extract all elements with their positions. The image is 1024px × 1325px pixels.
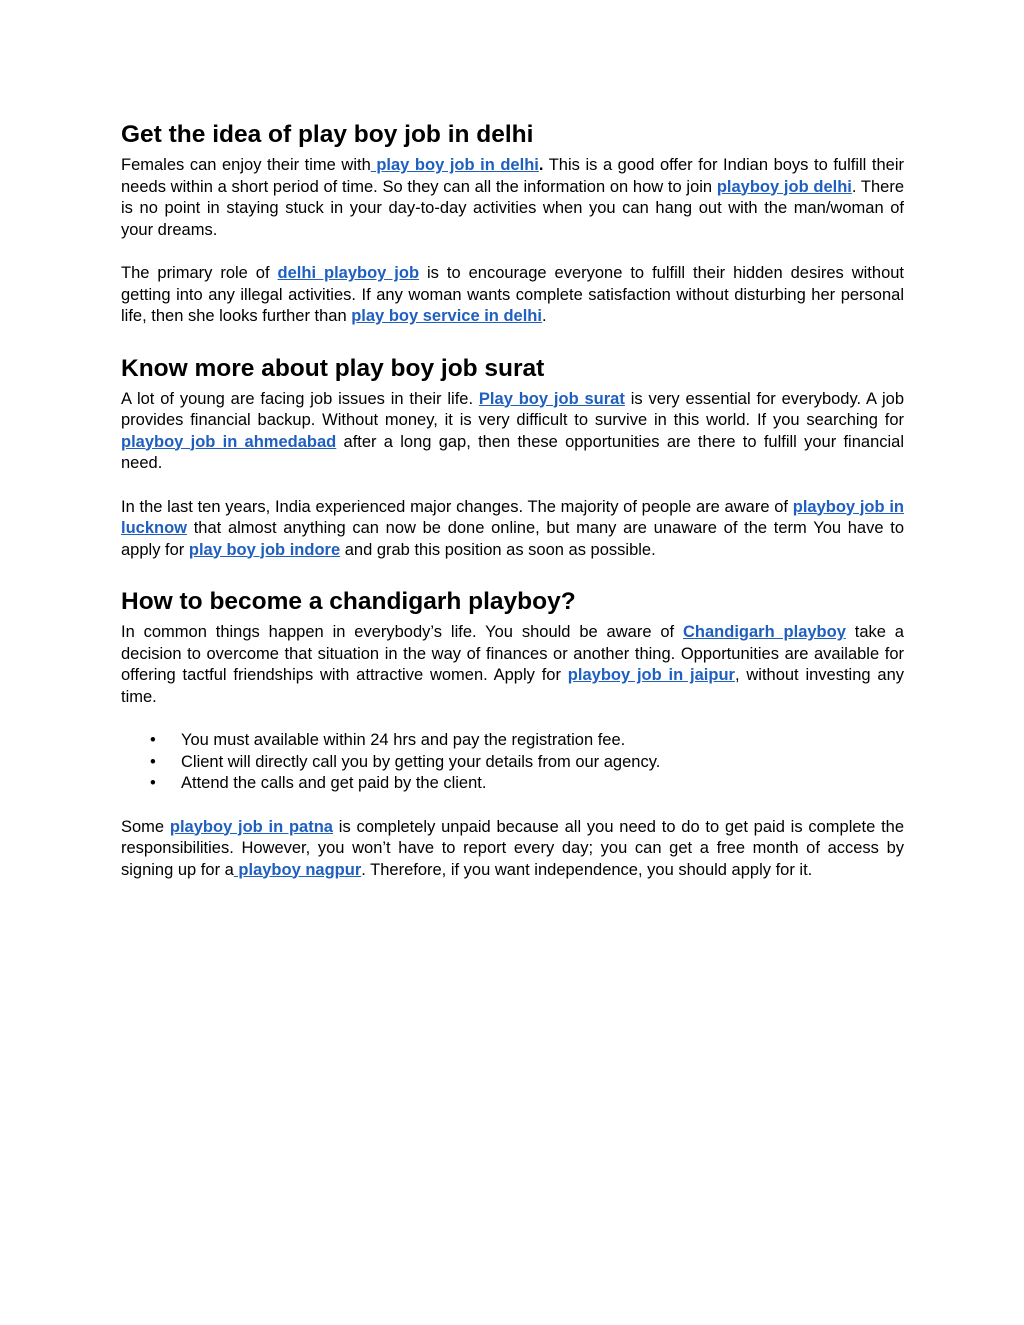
- text: This is a good offer for Indian boys to fulfill their needs within a short period of time. So they can all the information on how to join: [121, 156, 904, 196]
- bullet-icon: •: [150, 752, 156, 771]
- link-play-boy-job-in-delhi[interactable]: play boy job in delhi: [370, 156, 539, 174]
- list-item-text: Client will directly call you by getting your details from our agency.: [181, 752, 661, 771]
- list-item: [150, 730, 904, 752]
- text: Some: [121, 817, 170, 836]
- bullet-list: [121, 730, 904, 795]
- document-body: [121, 120, 904, 881]
- paragraph: [121, 817, 904, 882]
- paragraph: [121, 263, 904, 328]
- link-play-boy-service-in-delhi[interactable]: play boy service in delhi: [351, 307, 542, 325]
- section-heading-surat: Know more about play boy job surat: [121, 354, 545, 382]
- text: In common things happen in everybody’s life. You should be aware of: [121, 623, 683, 641]
- text: is very essential for everybody. A job provides financial backup. Without money, it is very difficult to survive in this world. If you searching for: [121, 389, 904, 429]
- paragraph: [121, 389, 904, 475]
- text: is completely unpaid because all you need to do to get paid is complete the responsibilities. However, you won’t have to report every day; you can get a free month of access by signing up for a: [121, 817, 905, 879]
- text: take a decision to overcome that situation in the way of finances or another thing. Opportunities are available for offering tactful friendships with attractive women. Apply for: [121, 623, 904, 684]
- text: The primary role of: [121, 264, 278, 282]
- text: , without investing any time.: [121, 666, 905, 706]
- link-play-boy-job-surat[interactable]: Play boy job surat: [478, 389, 625, 408]
- text: A lot of young are facing job issues in their life.: [121, 389, 479, 408]
- link-playboy-job-in-patna[interactable]: playboy job in patna: [169, 817, 333, 836]
- link-chandigarh-playboy[interactable]: Chandigarh playboy: [683, 623, 846, 641]
- link-playboy-job-in-ahmedabad[interactable]: playboy job in ahmedabad: [121, 432, 337, 451]
- link-playboy-job-in-lucknow[interactable]: playboy job in lucknow: [121, 497, 904, 537]
- list-item-text: You must available within 24 hrs and pay the registration fee.: [181, 731, 626, 749]
- link-delhi-playboy-job[interactable]: delhi playboy job: [277, 264, 420, 282]
- bullet-icon: •: [150, 774, 156, 792]
- link-play-boy-job-indore[interactable]: play boy job indore: [188, 540, 341, 559]
- text: Females can enjoy their time with: [121, 156, 371, 174]
- list-item-text: Attend the calls and get paid by the client.: [181, 774, 487, 792]
- link-playboy-nagpur[interactable]: playboy nagpur: [233, 860, 362, 879]
- text: . Therefore, if you want independence, you should apply for it.: [361, 860, 813, 879]
- section-heading-delhi: Get the idea of play boy job in delhi: [121, 121, 534, 148]
- paragraph: [121, 155, 904, 241]
- text: that almost anything can now be done online, but many are unaware of the term You have to apply for: [121, 519, 904, 559]
- text: . There is no point in staying stuck in your day-to-day activities when you can hang out with the man/woman of your dreams.: [121, 177, 904, 239]
- text: is to encourage everyone to fulfill their hidden desires without getting into any illegal activities. If any woman wants complete satisfaction without disturbing her personal life, then she looks further than: [121, 264, 905, 325]
- text: .: [541, 307, 547, 325]
- section-heading-chandigarh: How to become a chandigarh playboy?: [121, 588, 576, 615]
- link-playboy-job-in-jaipur[interactable]: playboy job in jaipur: [567, 666, 735, 684]
- list-item: [150, 752, 904, 774]
- link-playboy-job-delhi[interactable]: playboy job delhi: [716, 177, 852, 196]
- bullet-icon: •: [150, 731, 156, 749]
- text: and grab this position as soon as possible.: [340, 540, 656, 559]
- paragraph: [121, 497, 904, 562]
- paragraph: [121, 622, 904, 708]
- list-item: [150, 773, 904, 795]
- text: after a long gap, then these opportunities are there to fulfill your financial need.: [121, 432, 905, 472]
- text: In the last ten years, India experienced major changes. The majority of people are aware of: [121, 497, 793, 516]
- text: .: [538, 156, 544, 174]
